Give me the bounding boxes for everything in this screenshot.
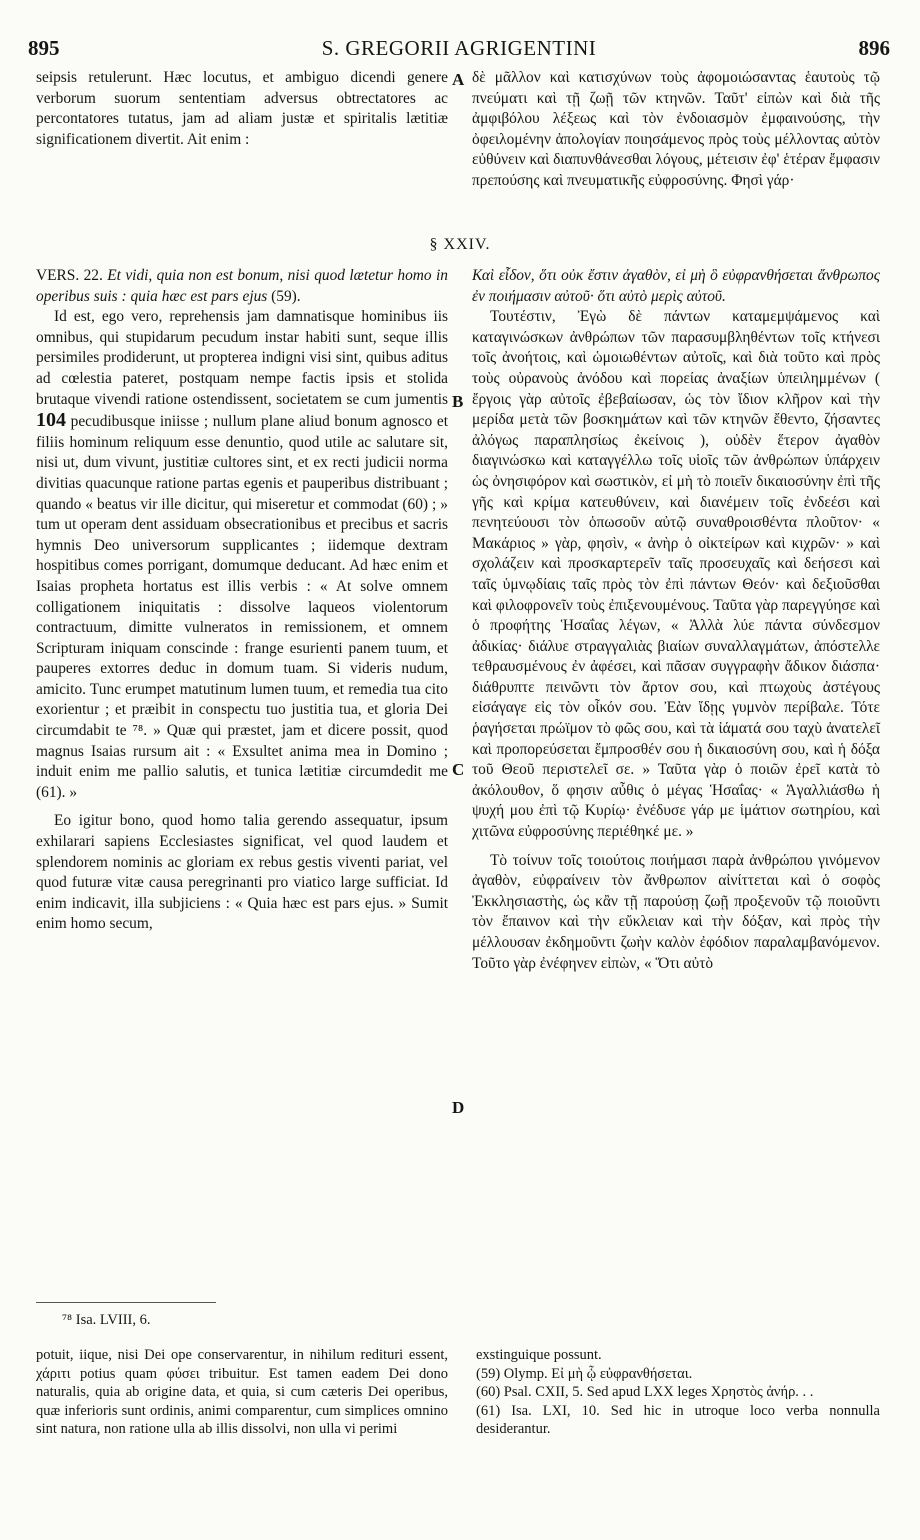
- latin-commentary-part-2: pecudibusque iniisse ; nullum plane aliud bonum agnosco et filiis hominum reliquum esse denuntio, quod utile ac salutare sit, nisi ut, dum vivunt, justitiæ cultores sint, et ex recti judicii norma divitias quacunque ratione partas egenis et pauperibus distribuant ; quando « beatus vir ille dicitur, qui miseretur et commodat (60) ; » tum ut operam dent assiduam obsecrationibus et precibus et sacris hymnis Deo universorum supplicantes ; iidemque dextram hospitibus comes porrigant, domumque deducant. Ad hæc enim et Isaias propheta hortatus est illis verbis : « At solve omnem colligationem iniquitatis : dissolve laqueos violentorum contractuum, dimitte vulneratos in remissionem, et omnem Scripturam iniquam conscinde : frange esurienti panem tuum, et pauperes extorres deduc in domum tuam. Si videris nudum, amicito. Tunc erumpet matutinum lumen tuum, et remedia tua cito exorientur ; et præibit in conspectu tuo justitia tua, et gloria Dei circumdabit te ⁷⁸. » Quæ qui præstet, jam et dicere possit, quod magnus Isaias rursum ait : « Exsultet anima mea in Domino ; induit enim me pallio salutis, et tunica lætitiæ circumdedit me (61). »: [36, 413, 448, 801]
- margin-marker-d: D: [452, 1098, 465, 1117]
- page-header: [28, 36, 890, 64]
- latin-commentary-part-1: Id est, ego vero, reprehensis jam damnatisque hominibus iis omnibus, qui stupidarum pecudum instar habiti sunt, seque illis persimiles prodiderunt, ut propterea indigni visi sint, quibus aditus ad cœlestia pateret, postquam nempe factis ipsis et stolida brutaque vivendi ratione ostendissent, societatem se cum jumentis: [36, 308, 448, 408]
- greek-commentary: Τουτέστιν, Ἐγὼ δὲ πάντων καταμεμψάμενος καὶ καταγινώσκων ἀνθρώπων τῶν παρασυμβληθέντων τοῖς κτήνεσι τοῖς ἀνοήτοις, καὶ ὡμοιωθέντων αὐτοῖς, καὶ διὰ τοῦτο καὶ πρὸς τοὺς οὐρανοὺς ἀνόδου καὶ πορείας ἀναξίων ὑπειλημμένων ( ἔργοις γὰρ αὐτοῖς ἐβεβαίωσαν, ὡς τὸν ἴδιον κλῆρον καὶ τὴν μερίδα μετὰ τῶν βοσκημάτων καὶ τῶν κτηνῶν ἔθεντο, ζήσαντες ἀλόγως παραπλησίως ἐκείνοις ), οὐδὲν ἕτερον ἀγαθὸν διαγινώσκω καὶ καταγγέλλω τοῖς υἱοῖς τῶν ἀνθρώπων ὑπάρχειν ὡς ὀνησιφόρον καὶ σωστικὸν, εἰ μὴ τὸ ποιεῖν δικαιοσύνην ἐπὶ τῆς γῆς καὶ κρίμα κατευθύνειν, καὶ διανέμειν τοῖς ἐνδεέσι καὶ πενητεύουσι τὸν ὁπωσοῦν αὐτῷ συναθροισθέντα πλοῦτον· « Μακάριος » γὰρ, φησὶν, « ἀνὴρ ὁ οἰκτείρων καὶ κιχρῶν· » καὶ σχολάζειν καὶ προσκαρτερεῖν ταῖς προσευχαῖς καὶ δεήσεσι καὶ ταῖς ὑμνῳδίαις ταῖς πρὸς τὸν ἐπὶ πάντων Θεόν· καὶ δεξιοῦσθαι καὶ φιλοφρονεῖν τοὺς ἐπιξενουμένους. Ταῦτα γὰρ παρεγγύησε καὶ ὁ προφήτης Ἡσαΐας λέγων, « Ἀλλὰ λύε πάντα σύνδεσμον ἀδικίας· διάλυε στραγγαλιὰς βιαίων συναλλαγμάτων, ἀπόστελλε τεθραυσμένους ἐν ἀφέσει, καὶ πᾶσαν συγγραφὴν ἄδικον διάσπα· διάθρυπτε πεινῶντι τὸν ἄρτον σου, καὶ πτωχοὺς ἀστέγους εἰσάγαγε εἰς τὸν οἶκόν σου. Ἐὰν ἴδῃς γυμνὸν περίβαλε. Τότε ῥαγήσεται πρώϊμον τὸ φῶς σου, καὶ τὰ ἰάματά σου ταχὺ ἀνατελεῖ καὶ προπορεύσεται ἔμπροσθέν σου ἡ δικαιοσύνη σου, καὶ ἡ δόξα τοῦ Θεοῦ περιστελεῖ σε. » Ταῦτα γὰρ ὁ ποιῶν ἐρεῖ κατὰ τὸ ἀκόλουθον, ὅ φησιν αὖθις ὁ μέγας Ἡσαΐας· « Ἀγαλλιάσθω ἡ ψυχή μου ἐπὶ τῷ Κυρίῳ· ἐνέδυσε γάρ με ἱμάτιον σωτηρίου, καὶ χιτῶνα εὐφροσύνης περιέθηκέ με. »: [472, 308, 880, 841]
- footnote-61: (61) Isa. LXI, 10. Sed hic in utroque loco verba nonnulla desiderantur.: [476, 1402, 880, 1437]
- footnote-left-text: potuit, iique, nisi Dei ope conservarentur, in nihilum redituri essent, χάριτι potius quam φύσει tribuitur. Est tamen eadem Dei dono naturalis, quia ab origine data, et quia, si cum cæteris Dei operibus, quæ inferioris sunt ordinis, animi comparentur, cum simplices omnino sint natura, non ratione ulla ab illis dissolvi, non ulla vi perimi: [36, 1347, 448, 1437]
- greek-verse-text: Καὶ εἶδον, ὅτι οὐκ ἔστιν ἀγαθὸν, εἰ μὴ ὃ εὐφρανθήσεται ἄνθρωπος ἐν ποιήμασιν αὐτοῦ· ὅτι αὐτὸ μερὶς αὐτοῦ.: [472, 267, 880, 305]
- latin-verse-text: Et vidi, quia non est bonum, nisi quod lætetur homo in operibus suis : quia hæc est pars ejus: [36, 267, 448, 305]
- latin-verse-ref: (59).: [271, 287, 301, 305]
- margin-marker-a: A: [452, 70, 465, 89]
- footnote-right: [476, 1346, 880, 1439]
- footnote-60: (60) Psal. CXII, 5. Sed apud LXX leges Χρηστὸς ἀνήρ. . .: [476, 1384, 814, 1400]
- greek-intro-paragraph: δὲ μᾶλλον καὶ κατισχύνων τοὺς ἀφομοιώσαντας ἑαυτοὺς τῷ πνεύματι καὶ τῇ ζωῇ τῶν κτηνῶν. Ταῦτ' εἰπὼν καὶ διὰ τῆς ἀμφιβόλου λέξεως καὶ τὸν ἐνδοιασμὸν ἐμφαινούσης, τὴν ὀφειλομένην ἀπολογίαν ποιησάμενος πρὸς τοὺς μέλλοντας αὐτὸν εὐθύνειν καὶ διαπυνθάνεσθαι λόγους, μέτεισιν ἐφ' ἑτέραν ἔμφασιν πρεπούσης καὶ πνευματικῆς εὐφροσύνης. Φησὶ γάρ·: [472, 69, 880, 189]
- greek-intro: [472, 68, 880, 192]
- footnote-78: ⁷⁸ Isa. LVIII, 6.: [62, 1312, 151, 1328]
- page-number-right: 896: [858, 36, 890, 60]
- running-title: S. GREGORII AGRIGENTINI: [321, 36, 597, 60]
- section-heading: § XXIV.: [429, 236, 491, 253]
- latin-intro: [36, 68, 448, 150]
- footnote-rule: [36, 1302, 216, 1303]
- footnote-59: (59) Olymp. Εἰ μὴ ᾧ εὐφρανθήσεται.: [476, 1365, 693, 1382]
- greek-verse: [472, 266, 880, 307]
- latin-main: [36, 266, 448, 935]
- margin-marker-b: B: [452, 392, 464, 411]
- margin-marker-c: C: [452, 760, 465, 779]
- greek-last-paragraph: Τὸ τοίνυν τοῖς τοιούτοις ποιήμασι παρὰ ἀνθρώπου γινόμενον ἀγαθὸν, εὐφραίνειν τὸν ἄνθρωπον αἰνίττεται καὶ ὁ σοφὸς Ἐκκλησιαστὴς, ὡς κἂν τῇ παρούσῃ ζωῇ προξενοῦν τῷ ποιοῦντι τὸν ἔπαινον καὶ τὴν εὔκλειαν καὶ τὴν δόξαν, καὶ πρὸς τὴν μέλλουσαν ἐκδημοῦντι ζωὴν καλὸν ἐφόδιον παραλαμβανόμενον. Τοῦτο γὰρ ἐνέφηνεν εἰπὼν, « Ὅτι αὐτὸ: [472, 851, 880, 972]
- latin-last-paragraph: Eo igitur bono, quod homo talia gerendo assequatur, ipsum exhilarari sapiens Ecclesiastes significat, vel quod laudem et splendorem nominis ac gloriam ex rebus gestis viventi pariat, vel quod futuræ vitæ causa peregrinanti pro viatico large sufficiat. Id enim indicavit, illa subjiciens : « Quia hæc est pars ejus. » Sumit enim homo secum,: [36, 812, 448, 933]
- latin-intro-paragraph: seipsis retulerunt. Hæc locutus, et ambiguo dicendi genere verborum suorum sententiam adversus obtrectatores ac percontatores tutatus, jam ad aliam justæ et spiritalis lætitiæ significationem divertit. Ait enim :: [36, 69, 448, 148]
- page-number-left: 895: [28, 36, 60, 60]
- footnote-continuation: exstinguique possunt.: [476, 1347, 602, 1363]
- latin-commentary: [36, 307, 448, 803]
- inline-page-number: 104: [36, 409, 66, 432]
- latin-verse: [36, 266, 448, 307]
- greek-main: [472, 266, 880, 974]
- footnote-left: [36, 1346, 448, 1439]
- verse-label: VERS. 22.: [36, 267, 103, 284]
